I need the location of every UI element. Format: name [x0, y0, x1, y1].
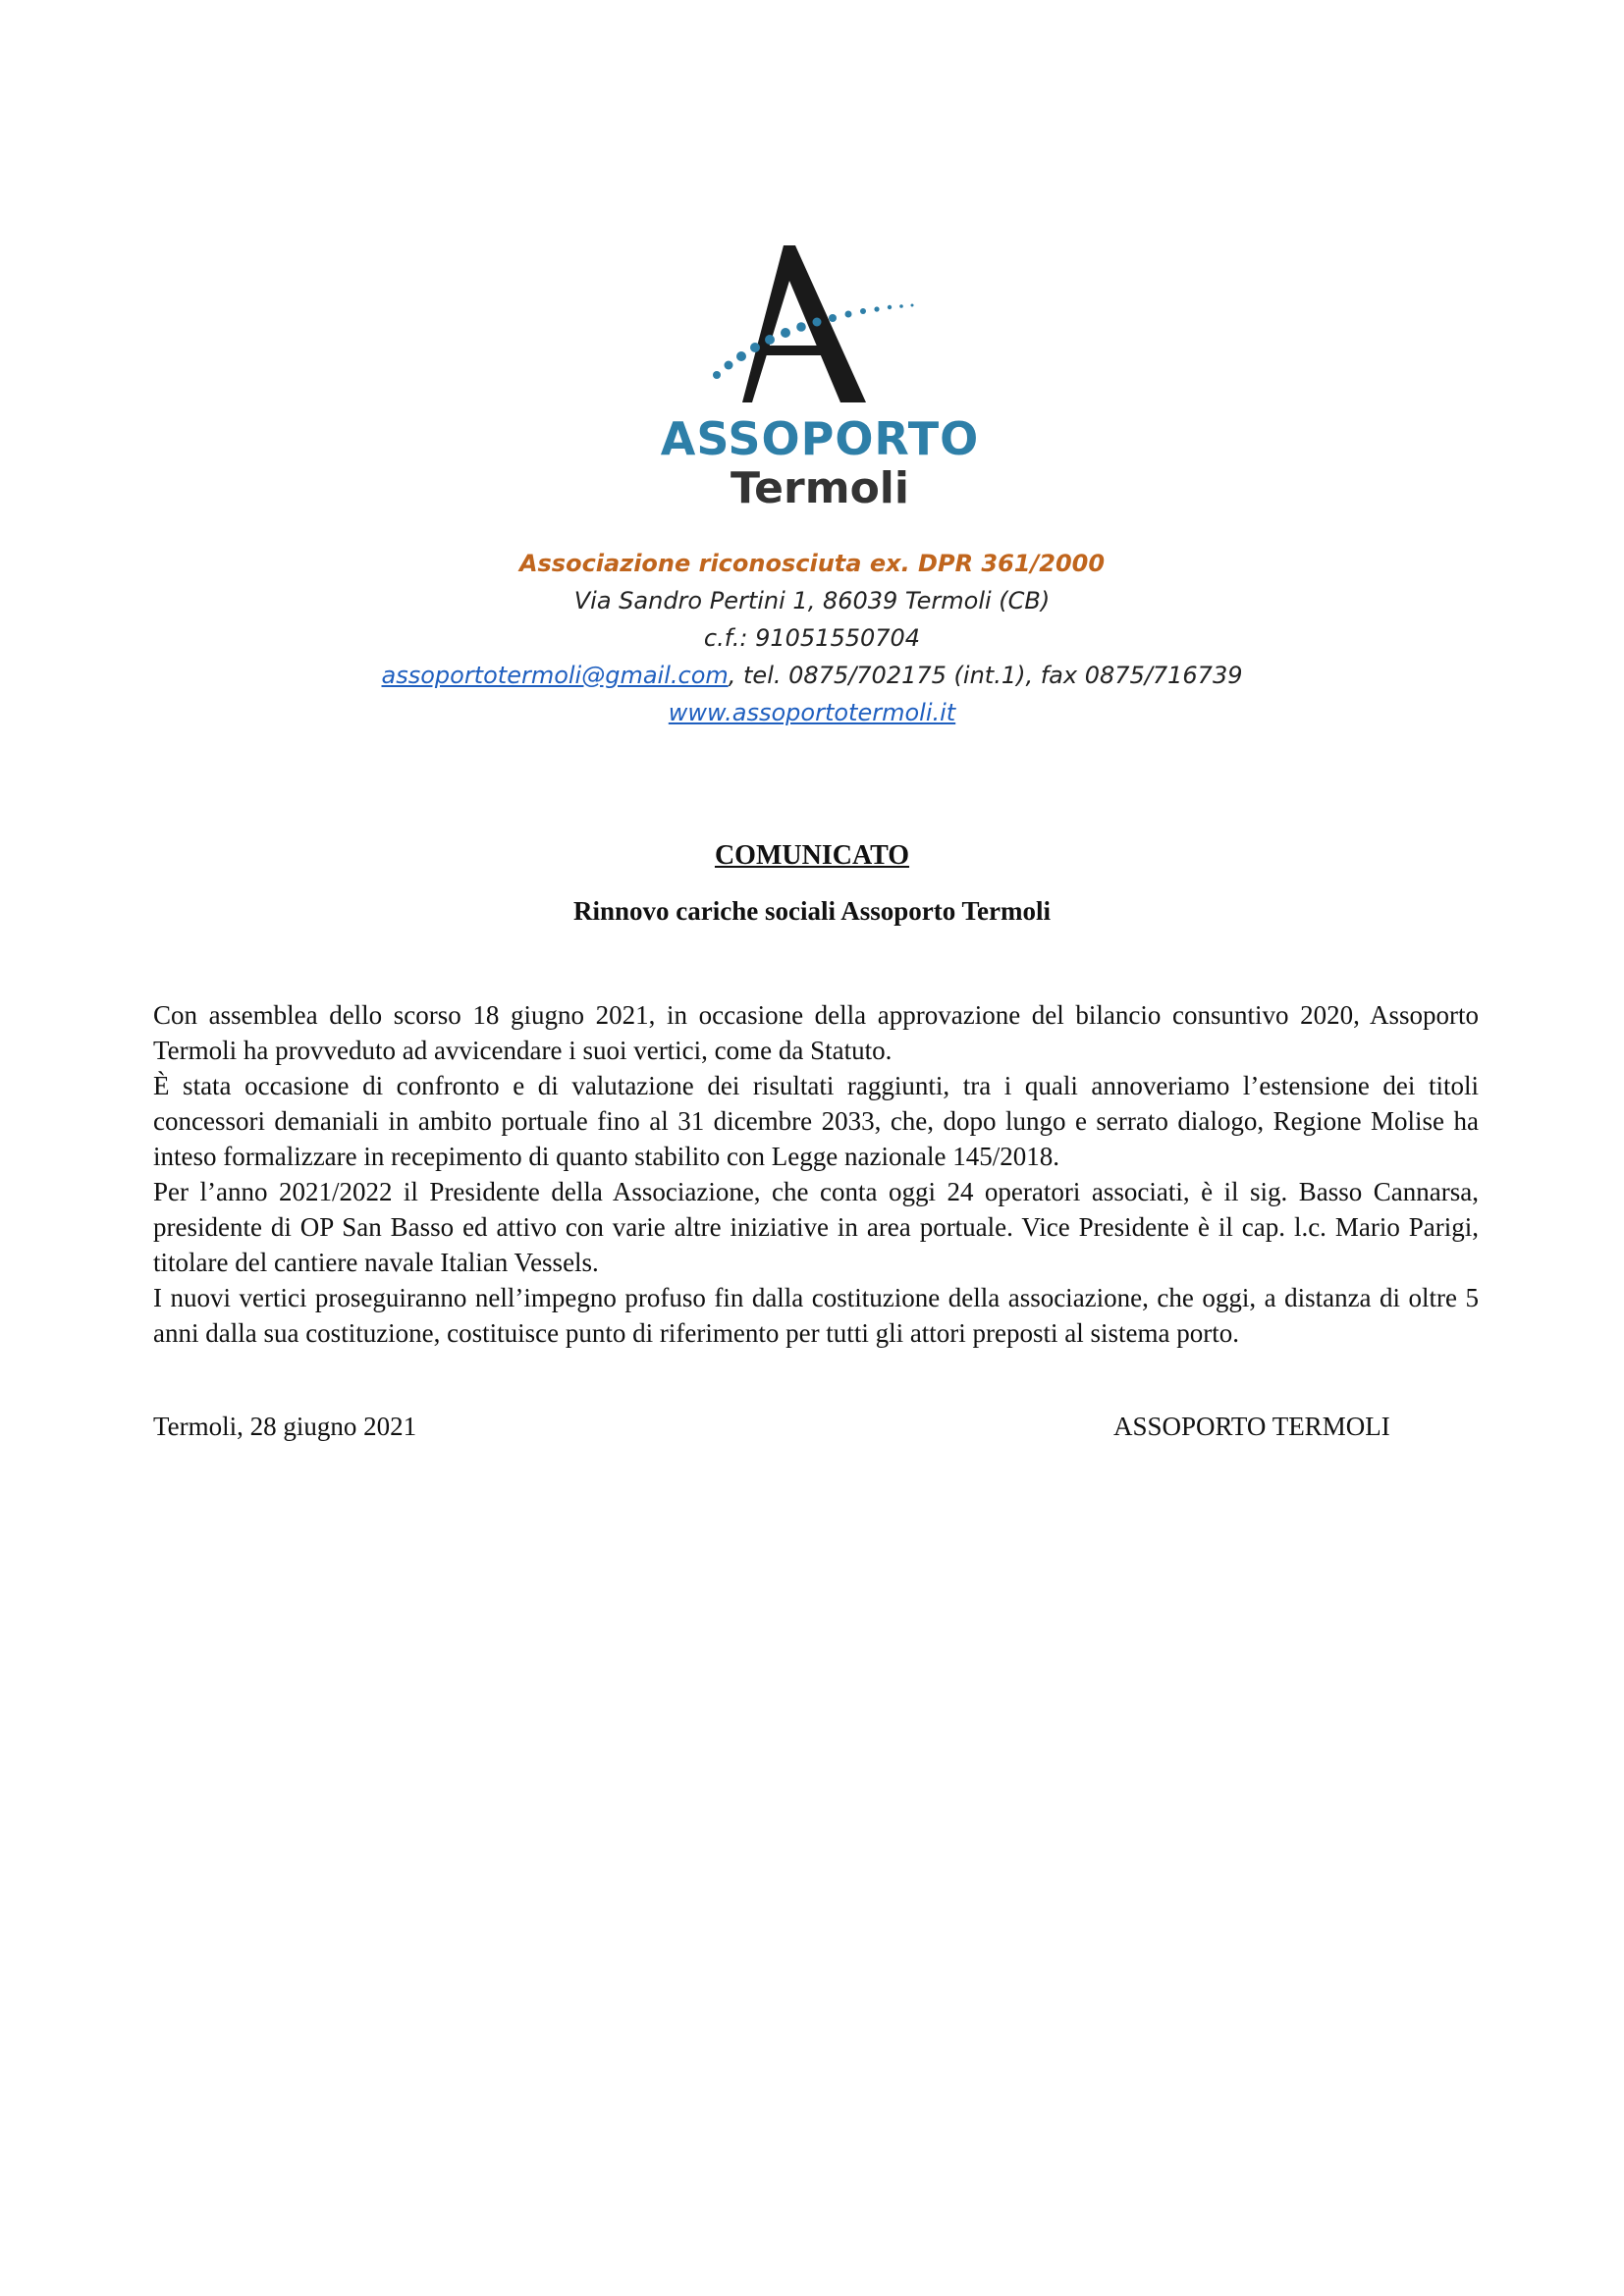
phone-fax: , tel. 0875/702175 (int.1), fax 0875/716739 [728, 662, 1243, 689]
paragraph: Con assemblea dello scorso 18 giugno 2021, in occasione della approvazione del bilancio consuntivo 2020, Assoporto Termoli ha provveduto ad avvicendare i suoi vertici, come da Statuto. [153, 1000, 1479, 1065]
website-link[interactable]: www.assoportotermoli.it [668, 699, 956, 726]
paragraph: È stata occasione di confronto e di valutazione dei risultati raggiunti, tra i quali annoveriamo l’estensione dei titoli concessori demaniali in ambito portuale fino al 31 dicembre 2033, che, dopo lungo e serrato dialogo, Regione Molise ha inteso formalizzare in recepimento di quanto stabilito con Legge nazionale 145/2018. [153, 1071, 1479, 1171]
logo-text-termoli: Termoli [731, 463, 909, 513]
body-text [153, 997, 1479, 1351]
email-phone-line [0, 657, 1624, 694]
email-link[interactable]: assoportotermoli@gmail.com [381, 662, 729, 689]
paragraph: Per l’anno 2021/2022 il Presidente della Associazione, che conta oggi 24 operatori associati, è il sig. Basso Cannarsa, presidente di OP San Basso ed attivo con varie altre iniziative in area portuale. Vice Presidente è il cap. l.c. Mario Parigi, titolare del cantiere navale Italian Vessels. [153, 1177, 1479, 1277]
address: Via Sandro Pertini 1, 86039 Termoli (CB) [573, 587, 1051, 614]
association-status: Associazione riconosciuta ex. DPR 361/2000 [518, 550, 1106, 577]
logo-text-assoporto: ASSOPORTO [660, 412, 980, 465]
paragraph: I nuovi vertici proseguiranno nell’impegno profuso fin dalla costituzione della associazione, che oggi, a distanza di oltre 5 anni dalla sua costituzione, costituisce punto di riferimento per tutti gli attori preposti al sistema porto. [153, 1283, 1479, 1348]
place-date: Termoli, 28 giugno 2021 [153, 1412, 417, 1441]
signature: ASSOPORTO TERMOLI [1113, 1412, 1390, 1441]
website-line [0, 694, 1624, 731]
assoporto-logo [658, 236, 982, 515]
page-title: COMUNICATO [714, 840, 910, 871]
fiscal-code: c.f.: 91051550704 [703, 624, 921, 652]
page-subtitle: Rinnovo cariche sociali Assoporto Termoli [573, 896, 1051, 926]
closing-line [153, 1412, 1430, 1451]
contact-block [0, 545, 1624, 731]
